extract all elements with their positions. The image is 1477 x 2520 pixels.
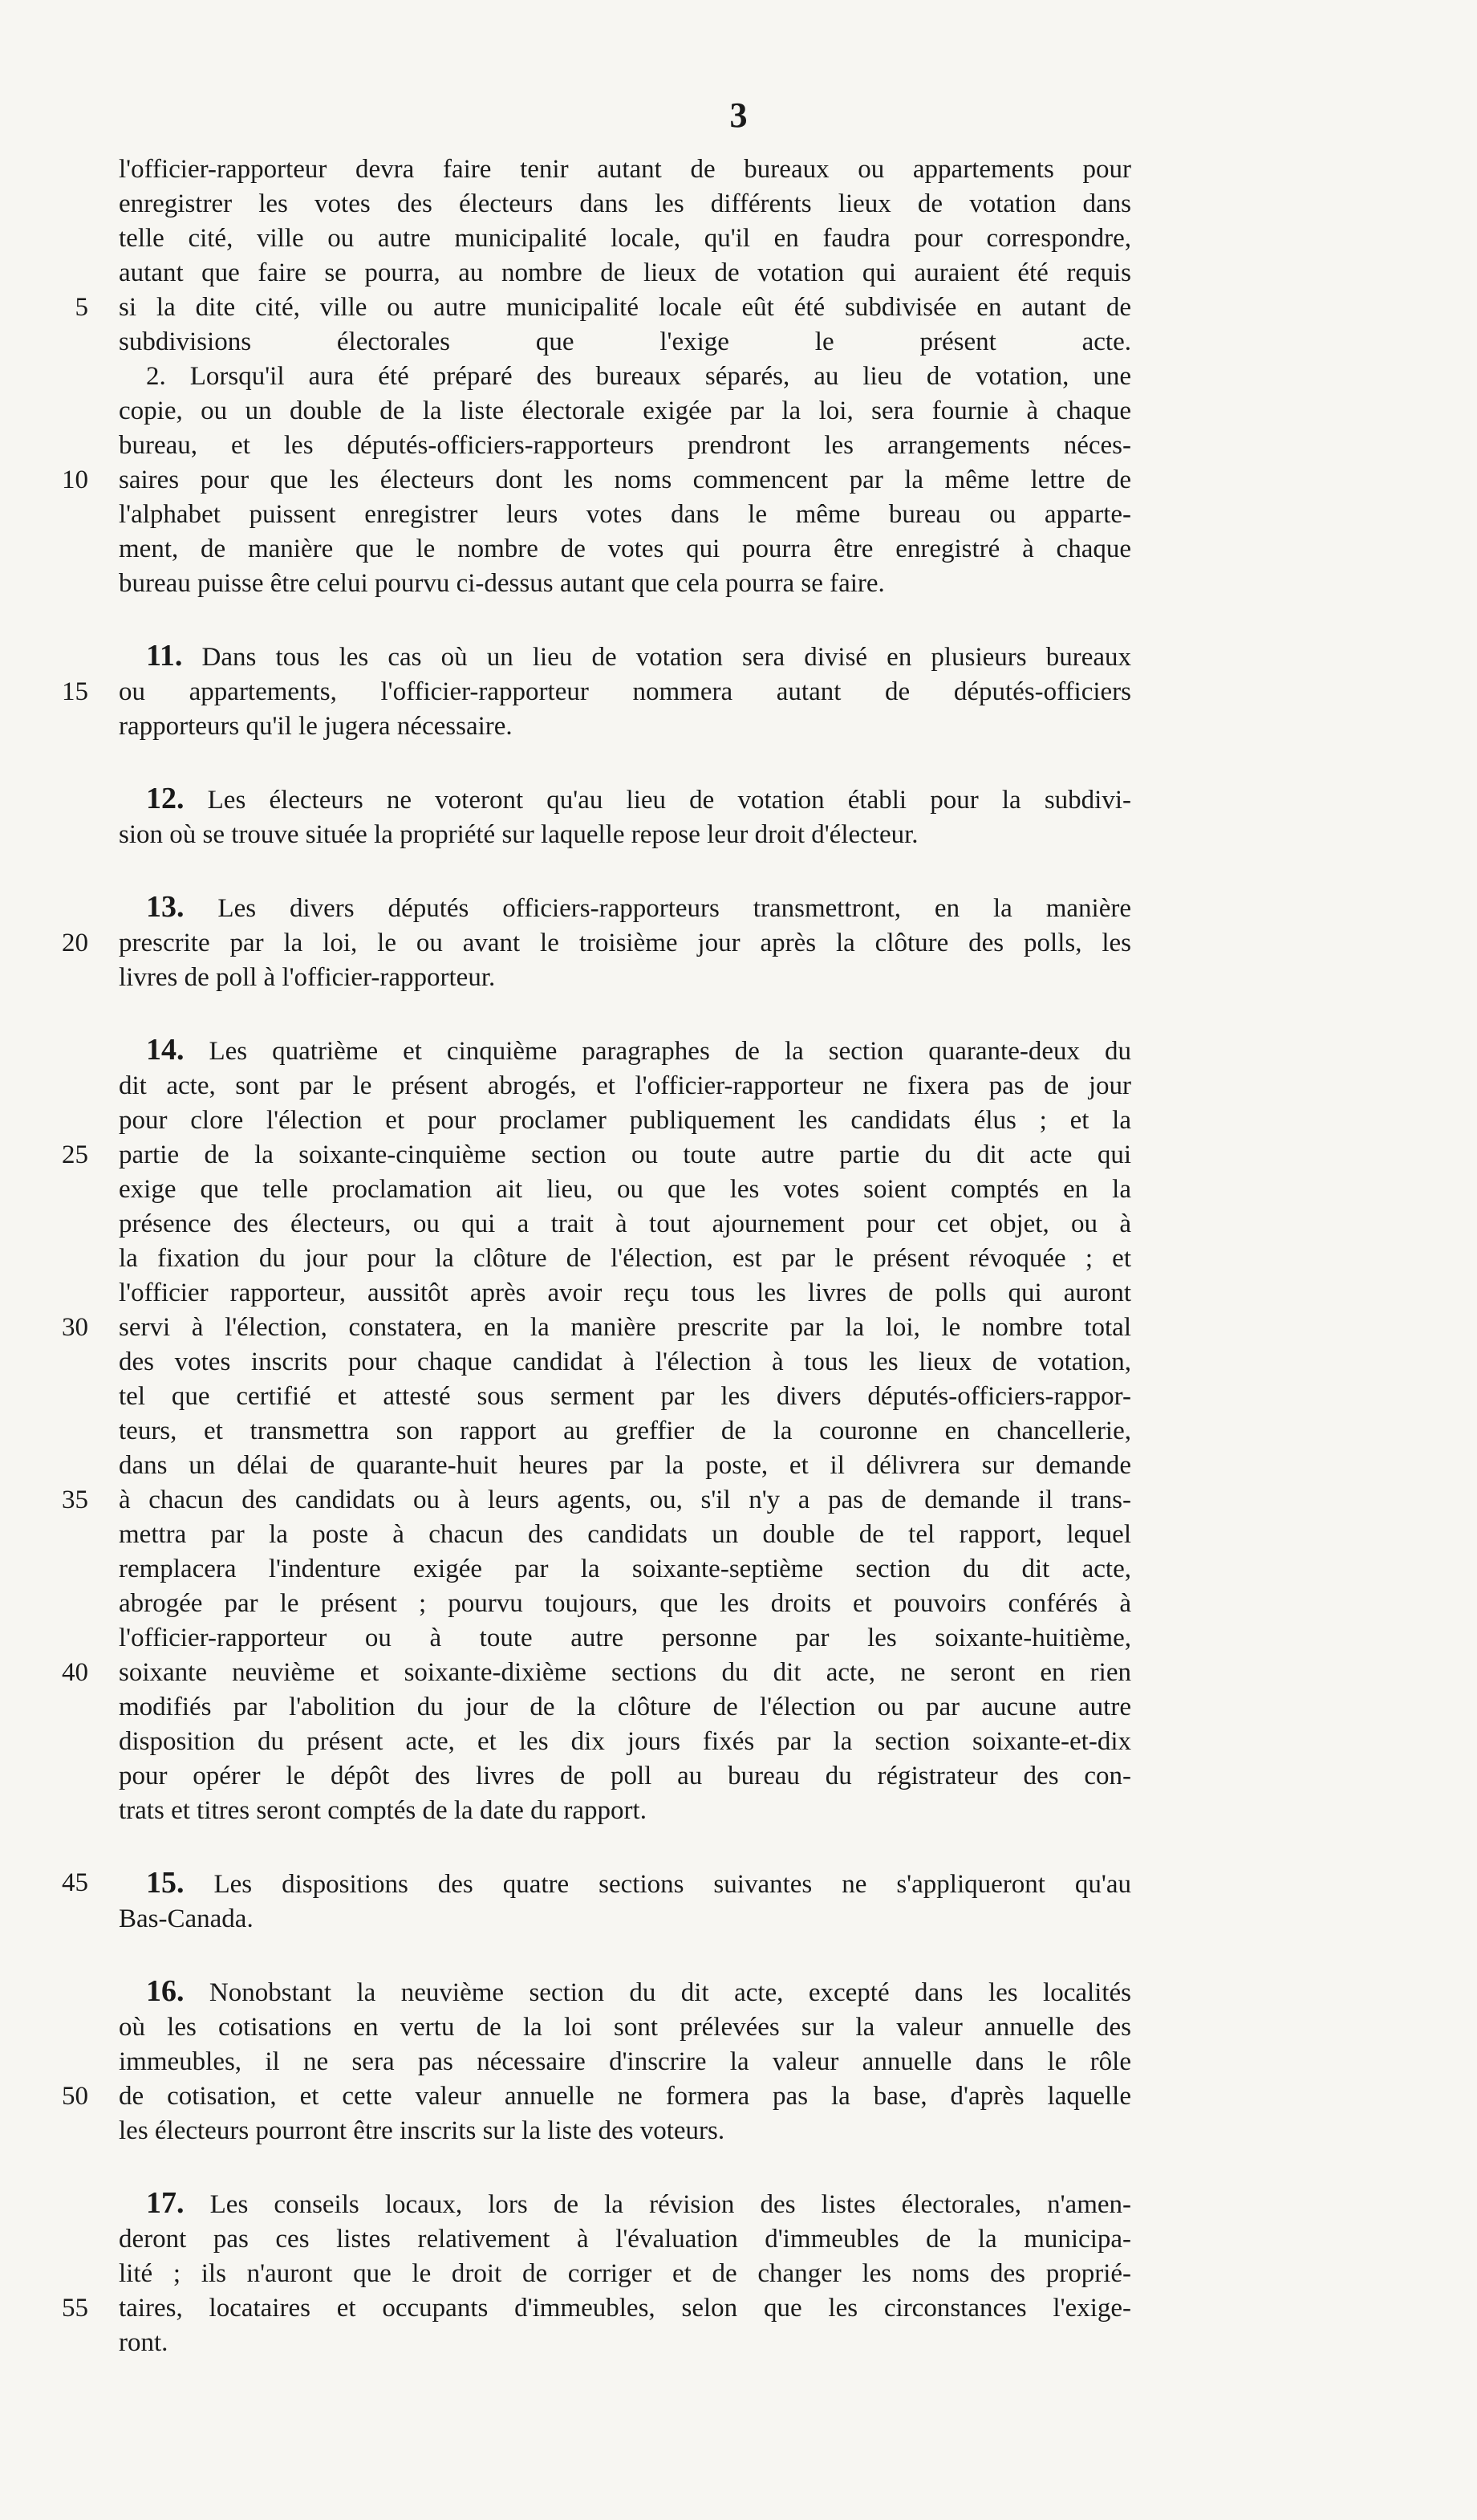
line-text: trats et titres seront comptés de la date du rapport. xyxy=(119,1796,647,1825)
line-text: Les quatrième et cinquième paragraphes de la section quarante-deux du xyxy=(184,1037,1131,1066)
line-text: remplacera l'indenture exigée par la soixante-septième section du dit acte, xyxy=(119,1555,1131,1583)
text-line xyxy=(119,1759,1131,1794)
line-text: l'officier-rapporteur devra faire tenir autant de bureaux ou appartements pour xyxy=(119,155,1131,184)
line-number: 25 xyxy=(62,1140,88,1169)
page-number: 3 xyxy=(729,96,748,135)
line-text: des votes inscrits pour chaque candidat à l'élection à tous les lieux de votation, xyxy=(119,1347,1131,1376)
text-line xyxy=(119,1725,1131,1759)
line-text: livres de poll à l'officier-rapporteur. xyxy=(119,963,496,992)
line-number: 20 xyxy=(62,929,88,957)
text-line xyxy=(119,1587,1131,1621)
line-number: 10 xyxy=(62,465,88,494)
text-line xyxy=(119,1033,1131,1069)
line-text: soixante neuvième et soixante-dixième sections du dit acte, ne seront en rien xyxy=(119,1658,1131,1687)
text-line xyxy=(119,360,1131,394)
text-line xyxy=(119,2326,1131,2360)
paragraph xyxy=(62,639,1131,744)
section-number: 17. xyxy=(146,2186,185,2220)
text-line xyxy=(119,1902,1131,1937)
paragraph xyxy=(62,2186,1131,2360)
text-line xyxy=(119,152,1131,187)
line-text: exige que telle proclamation ait lieu, ou que les votes soient comptés en la xyxy=(119,1175,1131,1204)
section-number: 13. xyxy=(146,890,185,924)
line-text: 2. Lorsqu'il aura été préparé des bureaux séparés, au lieu de votation, une xyxy=(146,362,1131,391)
line-text: enregistrer les votes des électeurs dans les différents lieux de votation dans xyxy=(119,189,1131,218)
line-text: pour opérer le dépôt des livres de poll au bureau du régistrateur des con- xyxy=(119,1762,1131,1790)
section-number: 12. xyxy=(146,782,185,815)
line-text: sion où se trouve située la propriété sur laquelle repose leur droit d'électeur. xyxy=(119,820,919,849)
text-line xyxy=(119,639,1131,675)
line-text: à chacun des candidats ou à leurs agents, ou, s'il n'y a pas de demande il trans- xyxy=(119,1486,1131,1514)
line-text: mettra par la poste à chacun des candidats un double de tel rapport, lequel xyxy=(119,1520,1131,1549)
text-line xyxy=(119,1621,1131,1656)
text-line xyxy=(119,532,1131,567)
paragraph xyxy=(119,782,1131,852)
text-line xyxy=(119,187,1131,222)
text-line xyxy=(119,1207,1131,1242)
line-text: où les cotisations en vertu de la loi sont prélevées sur la valeur annuelle des xyxy=(119,2013,1131,2042)
text-line xyxy=(75,291,1131,325)
text-line xyxy=(119,1518,1131,1552)
section-number: 11. xyxy=(146,639,183,673)
text-line xyxy=(119,1173,1131,1207)
line-text: disposition du présent acte, et les dix jours fixés par la section soixante-et-dix xyxy=(119,1727,1131,1756)
text-line xyxy=(62,675,1131,709)
text-line xyxy=(119,2010,1131,2045)
text-line xyxy=(119,2222,1131,2257)
line-text: subdivisions électorales que l'exige le présent acte. xyxy=(119,327,1131,356)
line-text: dans un délai de quarante-huit heures par la poste, et il délivrera sur demande xyxy=(119,1451,1131,1480)
text-line xyxy=(62,1311,1131,1345)
paragraph xyxy=(62,1866,1131,1937)
line-text: la fixation du jour pour la clôture de l'élection, est par le présent révoquée ; et xyxy=(119,1244,1131,1273)
line-text: bureau puisse être celui pourvu ci-dessus autant que cela pourra se faire. xyxy=(119,569,885,598)
text-line xyxy=(119,890,1131,926)
text-line xyxy=(119,2045,1131,2079)
text-line xyxy=(62,1138,1131,1173)
line-number: 30 xyxy=(62,1313,88,1342)
line-text: tel que certifié et attesté sous serment par les divers députés-officiers-rappor- xyxy=(119,1382,1131,1411)
line-text: modifiés par l'abolition du jour de la clôture de l'élection ou par aucune autre xyxy=(119,1693,1131,1721)
text-line xyxy=(62,1656,1131,1690)
line-text: immeubles, il ne sera pas nécessaire d'inscrire la valeur annuelle dans le rôle xyxy=(119,2047,1131,2076)
line-text: présence des électeurs, ou qui a trait à tout ajournement pour cet objet, ou à xyxy=(119,1209,1131,1238)
line-text: ront. xyxy=(119,2328,168,2357)
section-number: 16. xyxy=(146,1974,185,2008)
line-text: bureau, et les députés-officiers-rapporteurs prendront les arrangements néces- xyxy=(119,431,1131,460)
line-number: 55 xyxy=(62,2294,88,2323)
line-text: l'officier-rapporteur ou à toute autre personne par les soixante-huitième, xyxy=(119,1624,1131,1652)
text-line xyxy=(119,1794,1131,1828)
line-text: ment, de manière que le nombre de votes qui pourra être enregistré à chaque xyxy=(119,534,1131,563)
section-number: 14. xyxy=(146,1033,185,1067)
line-text: Dans tous les cas où un lieu de votation sera divisé en plusieurs bureaux xyxy=(182,643,1131,672)
text-line xyxy=(119,1276,1131,1311)
line-number: 35 xyxy=(62,1486,88,1514)
line-text: telle cité, ville ou autre municipalité locale, qu'il en faudra pour correspondre, xyxy=(119,224,1131,253)
line-text: pour clore l'élection et pour proclamer publiquement les candidats élus ; et la xyxy=(119,1106,1131,1135)
line-text: Les conseils locaux, lors de la révision des listes électorales, n'amen- xyxy=(184,2190,1131,2219)
line-number: 45 xyxy=(62,1868,88,1897)
line-number: 50 xyxy=(62,2082,88,2111)
line-text: prescrite par la loi, le ou avant le troisième jour après la clôture des polls, les xyxy=(119,929,1131,957)
line-text: teurs, et transmettra son rapport au greffier de la couronne en chancellerie, xyxy=(119,1416,1131,1445)
text-line xyxy=(62,2079,1131,2114)
section-number: 15. xyxy=(146,1866,185,1900)
line-text: l'alphabet puissent enregistrer leurs votes dans le même bureau ou apparte- xyxy=(119,500,1131,529)
text-line xyxy=(119,1069,1131,1104)
text-line xyxy=(119,1552,1131,1587)
paragraph xyxy=(62,1974,1131,2148)
paragraph xyxy=(62,890,1131,995)
text-line xyxy=(119,256,1131,291)
line-text: ou appartements, l'officier-rapporteur nommera autant de députés-officiers xyxy=(119,677,1131,706)
line-text: autant que faire se pourra, au nombre de lieux de votation qui auraient été requis xyxy=(119,258,1131,287)
text-line xyxy=(119,2257,1131,2291)
text-line xyxy=(119,961,1131,995)
paragraph xyxy=(62,152,1131,601)
paragraph xyxy=(62,1033,1131,1828)
line-text: copie, ou un double de la liste électorale exigée par la loi, sera fournie à chaque xyxy=(119,396,1131,425)
text-line xyxy=(119,1974,1131,2010)
line-number: 40 xyxy=(62,1658,88,1687)
line-text: lité ; ils n'auront que le droit de corriger et de changer les noms des proprié- xyxy=(119,2259,1131,2288)
line-text: Bas-Canada. xyxy=(119,1904,254,1933)
text-line xyxy=(119,325,1131,360)
line-text: abrogée par le présent ; pourvu toujours, que les droits et pouvoirs conférés à xyxy=(119,1589,1131,1618)
text-line xyxy=(62,926,1131,961)
line-text: taires, locataires et occupants d'immeubles, selon que les circonstances l'exige- xyxy=(119,2294,1131,2323)
line-text: Les dispositions des quatre sections suivantes ne s'appliqueront qu'au xyxy=(184,1870,1131,1899)
text-line xyxy=(119,567,1131,601)
text-line xyxy=(119,222,1131,256)
line-number: 5 xyxy=(75,293,88,322)
text-line xyxy=(119,709,1131,744)
line-number: 15 xyxy=(62,677,88,706)
line-text: partie de la soixante-cinquième section ou toute autre partie du dit acte qui xyxy=(119,1140,1131,1169)
line-text: l'officier rapporteur, aussitôt après avoir reçu tous les livres de polls qui auront xyxy=(119,1278,1131,1307)
text-line xyxy=(119,394,1131,429)
text-line xyxy=(62,1866,1131,1902)
text-line xyxy=(119,429,1131,463)
line-text: saires pour que les électeurs dont les noms commencent par la même lettre de xyxy=(119,465,1131,494)
text-line xyxy=(119,1414,1131,1449)
line-text: deront pas ces listes relativement à l'évaluation d'immeubles de la municipa- xyxy=(119,2225,1131,2254)
text-line xyxy=(119,1449,1131,1483)
text-line xyxy=(119,498,1131,532)
text-line xyxy=(62,463,1131,498)
text-line xyxy=(119,1690,1131,1725)
text-line xyxy=(119,2114,1131,2148)
line-text: de cotisation, et cette valeur annuelle ne formera pas la base, d'après laquelle xyxy=(119,2082,1131,2111)
text-line xyxy=(62,2291,1131,2326)
text-line xyxy=(119,782,1131,818)
text-line xyxy=(119,1242,1131,1276)
line-text: servi à l'élection, constatera, en la manière prescrite par la loi, le nombre total xyxy=(119,1313,1131,1342)
text-line xyxy=(62,1483,1131,1518)
line-text: Les électeurs ne voteront qu'au lieu de votation établi pour la subdivi- xyxy=(184,786,1131,815)
line-text: rapporteurs qu'il le jugera nécessaire. xyxy=(119,712,513,741)
line-text: les électeurs pourront être inscrits sur la liste des voteurs. xyxy=(119,2116,725,2145)
text-line xyxy=(119,1380,1131,1414)
text-line xyxy=(119,1345,1131,1380)
text-line xyxy=(119,818,1131,852)
body-text xyxy=(62,152,1131,2360)
line-text: si la dite cité, ville ou autre municipalité locale eût été subdivisée en autant de xyxy=(119,293,1131,322)
line-text: Les divers députés officiers-rapporteurs transmettront, en la manière xyxy=(184,894,1131,923)
text-line xyxy=(119,1104,1131,1138)
text-line xyxy=(119,2186,1131,2222)
line-text: Nonobstant la neuvième section du dit acte, excepté dans les localités xyxy=(184,1978,1131,2007)
line-text: dit acte, sont par le présent abrogés, et l'officier-rapporteur ne fixera pas de jour xyxy=(119,1071,1131,1100)
